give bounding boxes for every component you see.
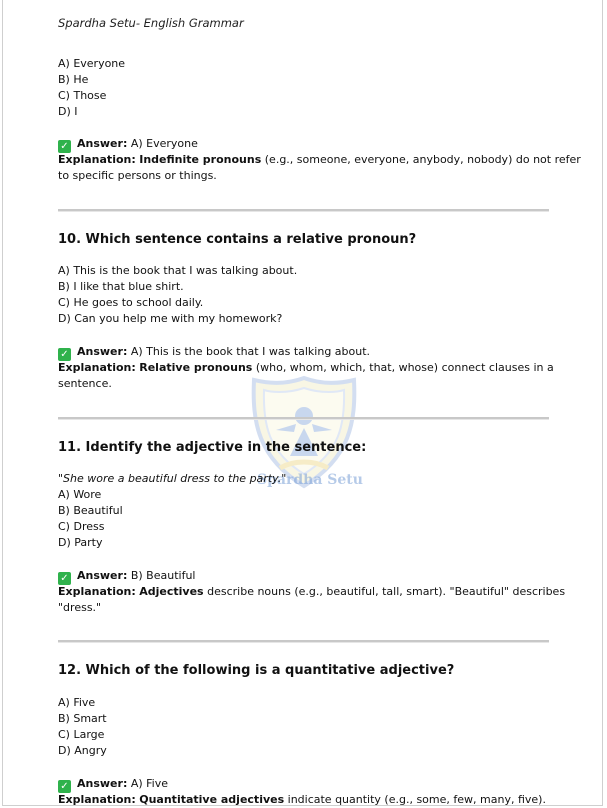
section-divider [58,417,549,420]
explanation-term: Adjectives [139,585,204,598]
answer-value: A) Everyone [130,137,198,150]
q10-explanation [58,360,554,376]
q9-explanation [58,152,581,168]
explanation-label: Explanation: [58,585,136,598]
answer-value: A) This is the book that I was talking about. [130,345,371,358]
q10-explanation-cont: sentence. [58,377,112,390]
q9-option-c: C) Those [58,89,107,102]
explanation-text: (who, whom, which, that, whose) connect clauses in a [255,361,554,374]
q11-explanation-cont: "dress." [58,601,102,614]
check-mark-icon: ✓ [58,572,71,585]
q10-answer [58,344,370,361]
check-mark-icon: ✓ [58,140,71,153]
q12-option-c: C) Large [58,728,105,741]
explanation-label: Explanation: [58,793,136,806]
section-divider [58,209,549,212]
q9-answer [58,136,198,153]
q11-option-d: D) Party [58,536,103,549]
q11-option-b: B) Beautiful [58,504,123,517]
q11-answer [58,568,195,585]
explanation-label: Explanation: [58,361,136,374]
q12-option-a: A) Five [58,696,96,709]
q11-title: 11. Identify the adjective in the sentence: [58,440,367,455]
page-border [2,0,603,806]
q11-option-c: C) Dress [58,520,105,533]
answer-label: Answer: [77,777,128,790]
q10-option-b: B) I like that blue shirt. [58,280,184,293]
check-mark-icon: ✓ [58,348,71,361]
answer-label: Answer: [77,569,128,582]
q10-title: 10. Which sentence contains a relative pronoun? [58,232,417,247]
answer-label: Answer: [77,137,128,150]
explanation-text: (e.g., someone, everyone, anybody, nobody) do not refer [264,153,581,166]
q12-title: 12. Which of the following is a quantitative adjective? [58,663,455,678]
explanation-term: Quantitative adjectives [139,793,285,806]
check-mark-icon: ✓ [58,780,71,793]
document-header: Spardha Setu- English Grammar [58,16,244,30]
q9-option-a: A) Everyone [58,57,126,70]
explanation-label: Explanation: [58,153,136,166]
answer-value: A) Five [130,777,169,790]
q10-option-c: C) He goes to school daily. [58,296,204,309]
explanation-text: describe nouns (e.g., beautiful, tall, smart). "Beautiful" describes [207,585,566,598]
q12-answer [58,776,168,793]
q9-option-d: D) I [58,105,78,118]
q10-option-d: D) Can you help me with my homework? [58,312,283,325]
q10-option-a: A) This is the book that I was talking about. [58,264,298,277]
q12-option-b: B) Smart [58,712,107,725]
q9-explanation-cont: to specific persons or things. [58,169,217,182]
q9-option-b: B) He [58,73,89,86]
answer-label: Answer: [77,345,128,358]
watermark-text: Spardha Setu [257,472,363,488]
answer-value: B) Beautiful [130,569,196,582]
explanation-term: Relative pronouns [139,361,253,374]
explanation-term: Indefinite pronouns [139,153,262,166]
q11-option-a: A) Wore [58,488,102,501]
q11-explanation [58,584,565,600]
explanation-text: indicate quantity (e.g., some, few, many, five). [287,793,546,806]
section-divider [58,640,549,643]
q11-sentence: "She wore a beautiful dress to the party." [58,472,287,485]
q12-explanation [58,792,546,808]
q12-option-d: D) Angry [58,744,107,757]
